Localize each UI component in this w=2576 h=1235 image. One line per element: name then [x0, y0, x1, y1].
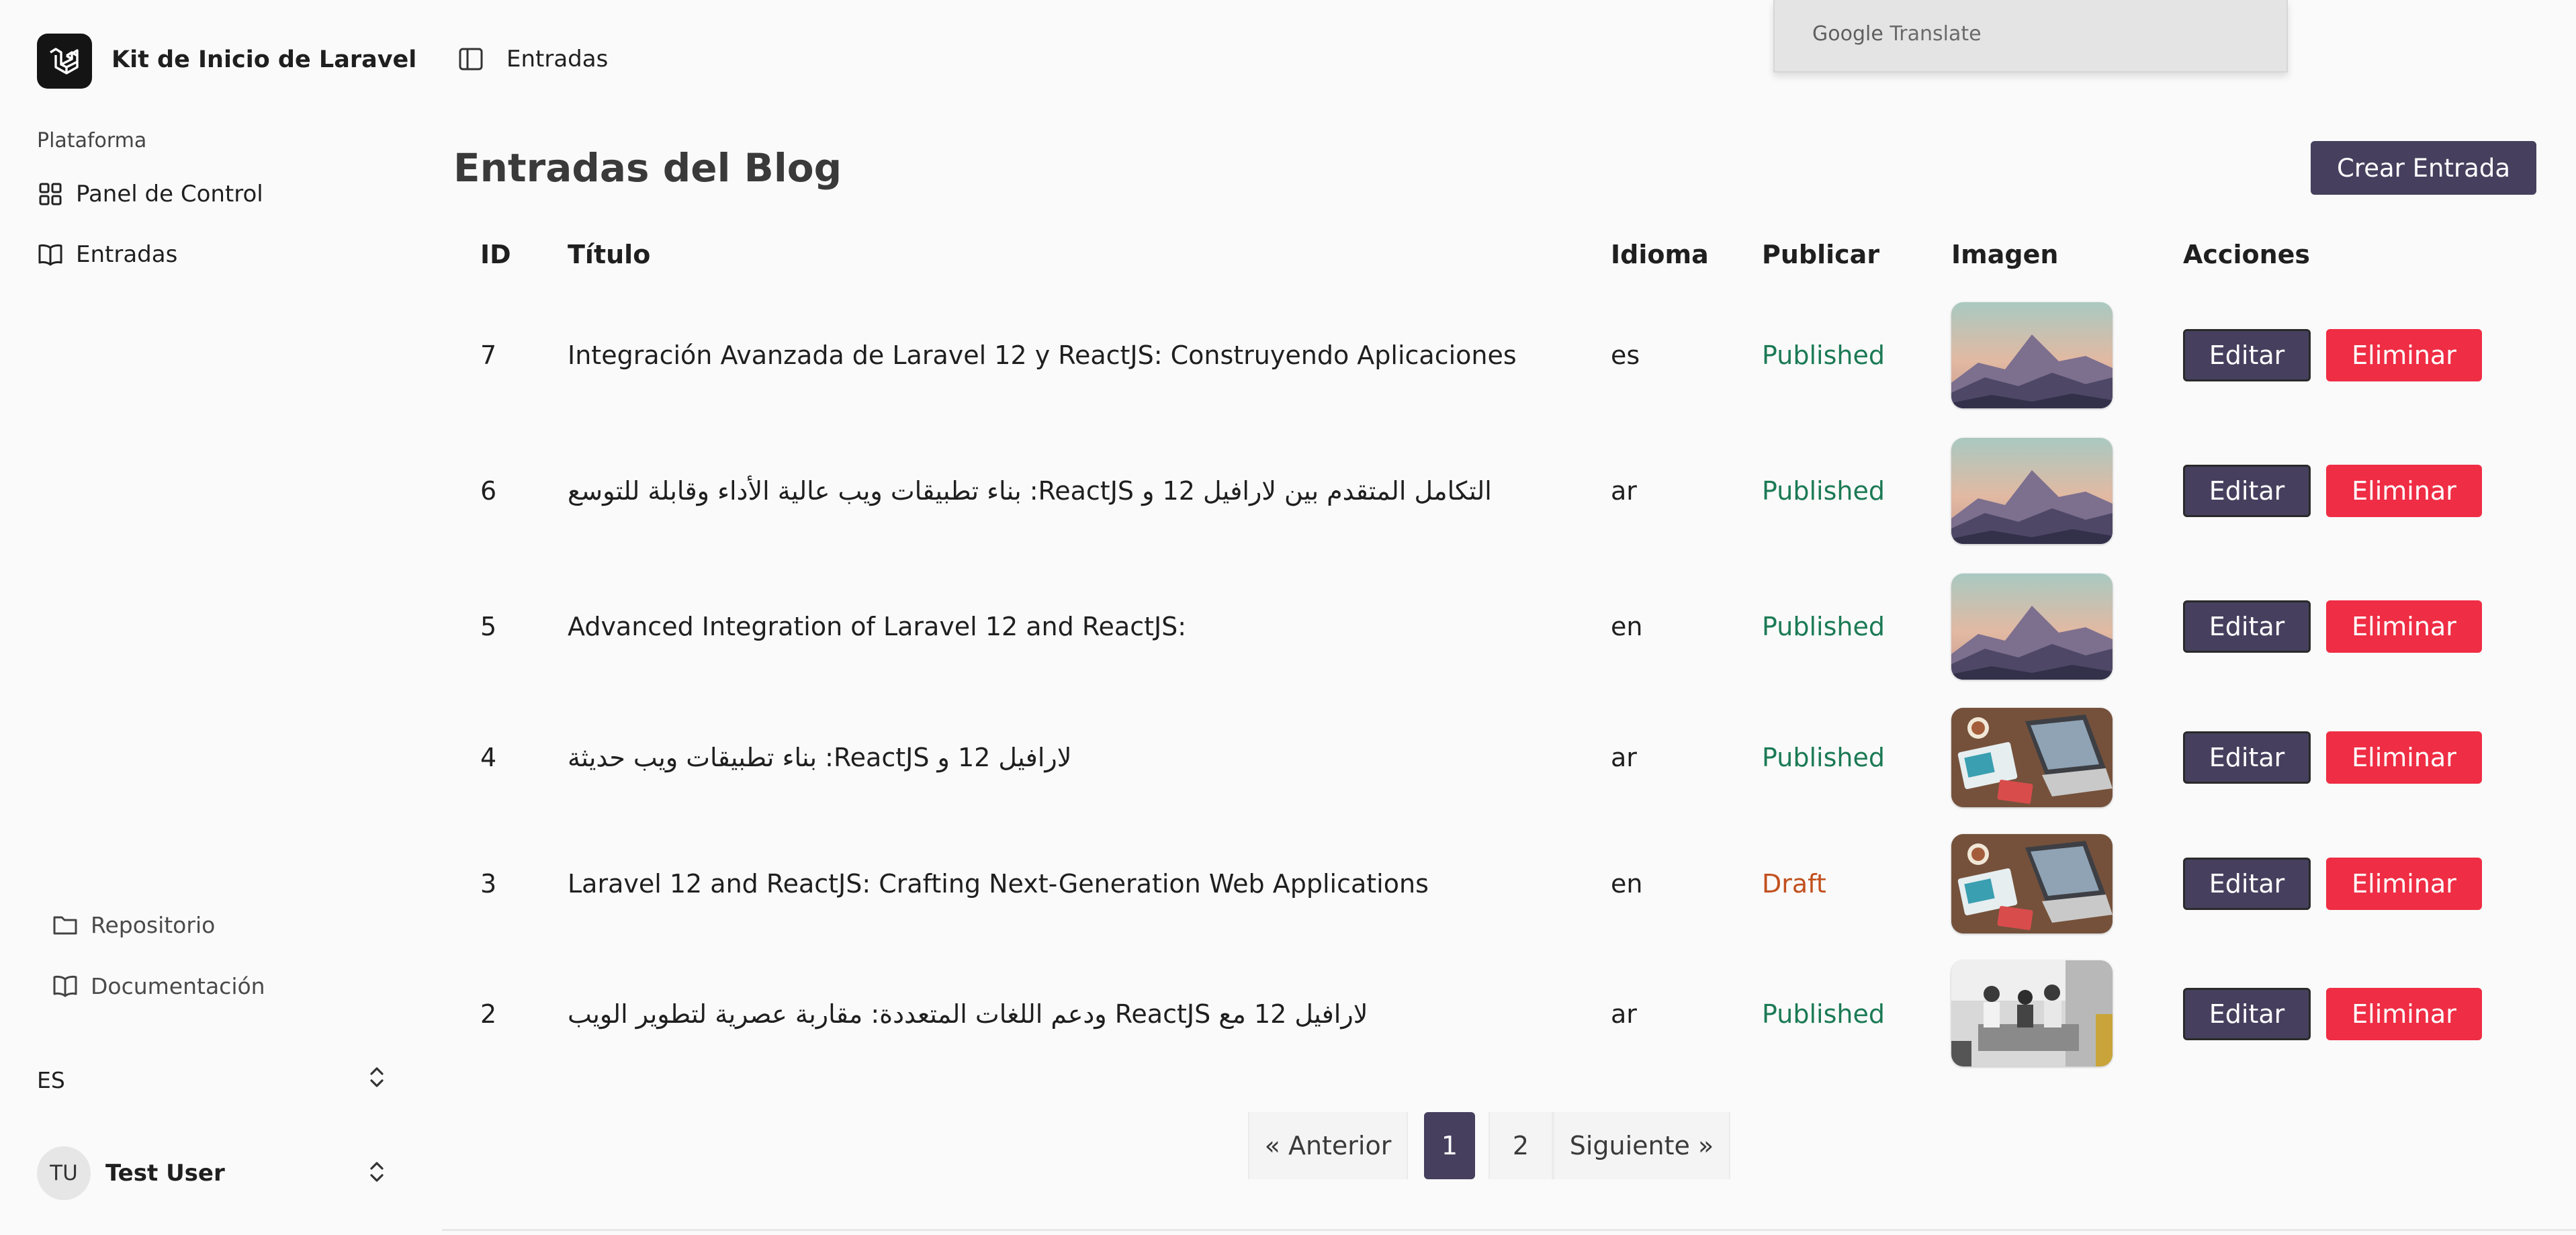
pagination-previous[interactable]: « Anterior	[1248, 1112, 1408, 1179]
column-header-image: Imagen	[1951, 240, 2059, 269]
cell-language: en	[1611, 612, 1643, 641]
create-post-button[interactable]: Crear Entrada	[2311, 141, 2536, 195]
status-badge: Published	[1762, 340, 1885, 370]
cell-id: 4	[480, 743, 497, 772]
page-title: Entradas del Blog	[453, 145, 842, 191]
cell-title: بناء تطبيقات ويب حديثة :ReactJS لارافيل 12 و	[568, 743, 1072, 772]
delete-button[interactable]: Eliminar	[2326, 329, 2482, 381]
language-value: ES	[37, 1066, 65, 1093]
column-header-actions: Acciones	[2183, 240, 2311, 269]
app-name[interactable]: Kit de Inicio de Laravel	[112, 46, 417, 73]
delete-button[interactable]: Eliminar	[2326, 731, 2482, 784]
mountain-image	[1951, 438, 2113, 544]
user-menu[interactable]	[37, 1146, 386, 1200]
edit-button[interactable]: Editar	[2183, 731, 2311, 784]
avatar: TU	[37, 1146, 91, 1200]
desk-laptop-image	[1951, 834, 2113, 933]
content-bottom-divider	[442, 1229, 2576, 1231]
folder-icon	[52, 911, 79, 938]
column-header-publish: Publicar	[1762, 240, 1880, 269]
cell-id: 3	[480, 869, 497, 899]
cell-language: en	[1611, 869, 1643, 899]
post-thumbnail	[1951, 834, 2113, 933]
laravel-logo-mark	[46, 43, 83, 79]
edit-button[interactable]: Editar	[2183, 988, 2311, 1040]
pagination-page-1[interactable]: 1	[1424, 1112, 1475, 1179]
pagination-next[interactable]: Siguiente »	[1553, 1112, 1730, 1179]
status-badge: Draft	[1762, 869, 1826, 899]
breadcrumb	[457, 40, 608, 78]
breadcrumb-current: Entradas	[506, 46, 609, 73]
cell-id: 2	[480, 999, 497, 1029]
cell-id: 5	[480, 612, 497, 641]
mountain-image	[1951, 302, 2113, 408]
google-translate-popup[interactable]	[1773, 0, 2288, 73]
repository-link[interactable]	[52, 906, 215, 944]
cell-language: ar	[1611, 476, 1637, 506]
status-badge: Published	[1762, 476, 1885, 506]
cell-language: ar	[1611, 999, 1637, 1029]
book-icon	[37, 241, 64, 268]
laravel-logo-icon[interactable]	[37, 34, 92, 89]
chevrons-up-down-icon	[367, 1064, 386, 1096]
google-translate-brand: Google	[1812, 22, 1883, 46]
status-badge: Published	[1762, 743, 1885, 772]
post-thumbnail	[1951, 302, 2113, 408]
cell-title: Advanced Integration of Laravel 12 and ReactJS:	[568, 612, 1187, 641]
sidebar-item-dashboard[interactable]	[37, 174, 263, 214]
cell-language: es	[1611, 340, 1640, 370]
sidebar-toggle-icon[interactable]	[457, 45, 485, 73]
column-header-title: Título	[568, 240, 651, 269]
delete-button[interactable]: Eliminar	[2326, 988, 2482, 1040]
documentation-link-label: Documentación	[91, 972, 265, 999]
sidebar-section-label: Plataforma	[37, 129, 147, 152]
cell-id: 7	[480, 340, 497, 370]
cell-title: Laravel 12 and ReactJS: Crafting Next-Generation Web Applications	[568, 869, 1429, 899]
delete-button[interactable]: Eliminar	[2326, 858, 2482, 910]
post-thumbnail	[1951, 708, 2113, 807]
chevrons-up-down-icon	[367, 1158, 386, 1188]
sidebar-item-label: Entradas	[76, 241, 178, 268]
delete-button[interactable]: Eliminar	[2326, 465, 2482, 517]
edit-button[interactable]: Editar	[2183, 600, 2311, 653]
column-header-language: Idioma	[1611, 240, 1709, 269]
cell-title: Integración Avanzada de Laravel 12 y ReactJS: Construyendo Aplicaciones	[568, 340, 1517, 370]
post-thumbnail	[1951, 438, 2113, 544]
desk-laptop-image	[1951, 708, 2113, 807]
cell-language: ar	[1611, 743, 1637, 772]
grid-icon	[37, 181, 64, 208]
status-badge: Published	[1762, 999, 1885, 1029]
user-name: Test User	[105, 1160, 225, 1187]
cell-id: 6	[480, 476, 497, 506]
edit-button[interactable]: Editar	[2183, 858, 2311, 910]
pagination-page-2[interactable]: 2	[1489, 1112, 1553, 1179]
book-icon	[52, 972, 79, 999]
pagination	[1248, 1112, 1730, 1179]
post-thumbnail	[1951, 574, 2113, 680]
status-badge: Published	[1762, 612, 1885, 641]
mountain-image	[1951, 574, 2113, 680]
office-team-image	[1951, 960, 2113, 1066]
google-translate-text: Translate	[1890, 22, 1982, 46]
sidebar-item-posts[interactable]	[37, 234, 177, 275]
sidebar-item-label: Panel de Control	[76, 181, 263, 208]
repository-link-label: Repositorio	[91, 911, 216, 938]
column-header-id: ID	[480, 240, 511, 269]
cell-title: بناء تطبيقات ويب عالية الأداء وقابلة للتوسع :ReactJS التكامل المتقدم بين لارافيل 12 و	[568, 476, 1492, 506]
documentation-link[interactable]	[52, 967, 265, 1005]
delete-button[interactable]: Eliminar	[2326, 600, 2482, 653]
language-selector[interactable]	[37, 1061, 386, 1099]
sidebar	[0, 0, 437, 1235]
google-translate-label	[1812, 22, 1982, 46]
post-thumbnail	[1951, 960, 2113, 1066]
cell-title: ودعم اللغات المتعددة: مقاربة عصرية لتطوير الويب ReactJS لارافيل 12 مع	[568, 999, 1368, 1029]
edit-button[interactable]: Editar	[2183, 465, 2311, 517]
edit-button[interactable]: Editar	[2183, 329, 2311, 381]
